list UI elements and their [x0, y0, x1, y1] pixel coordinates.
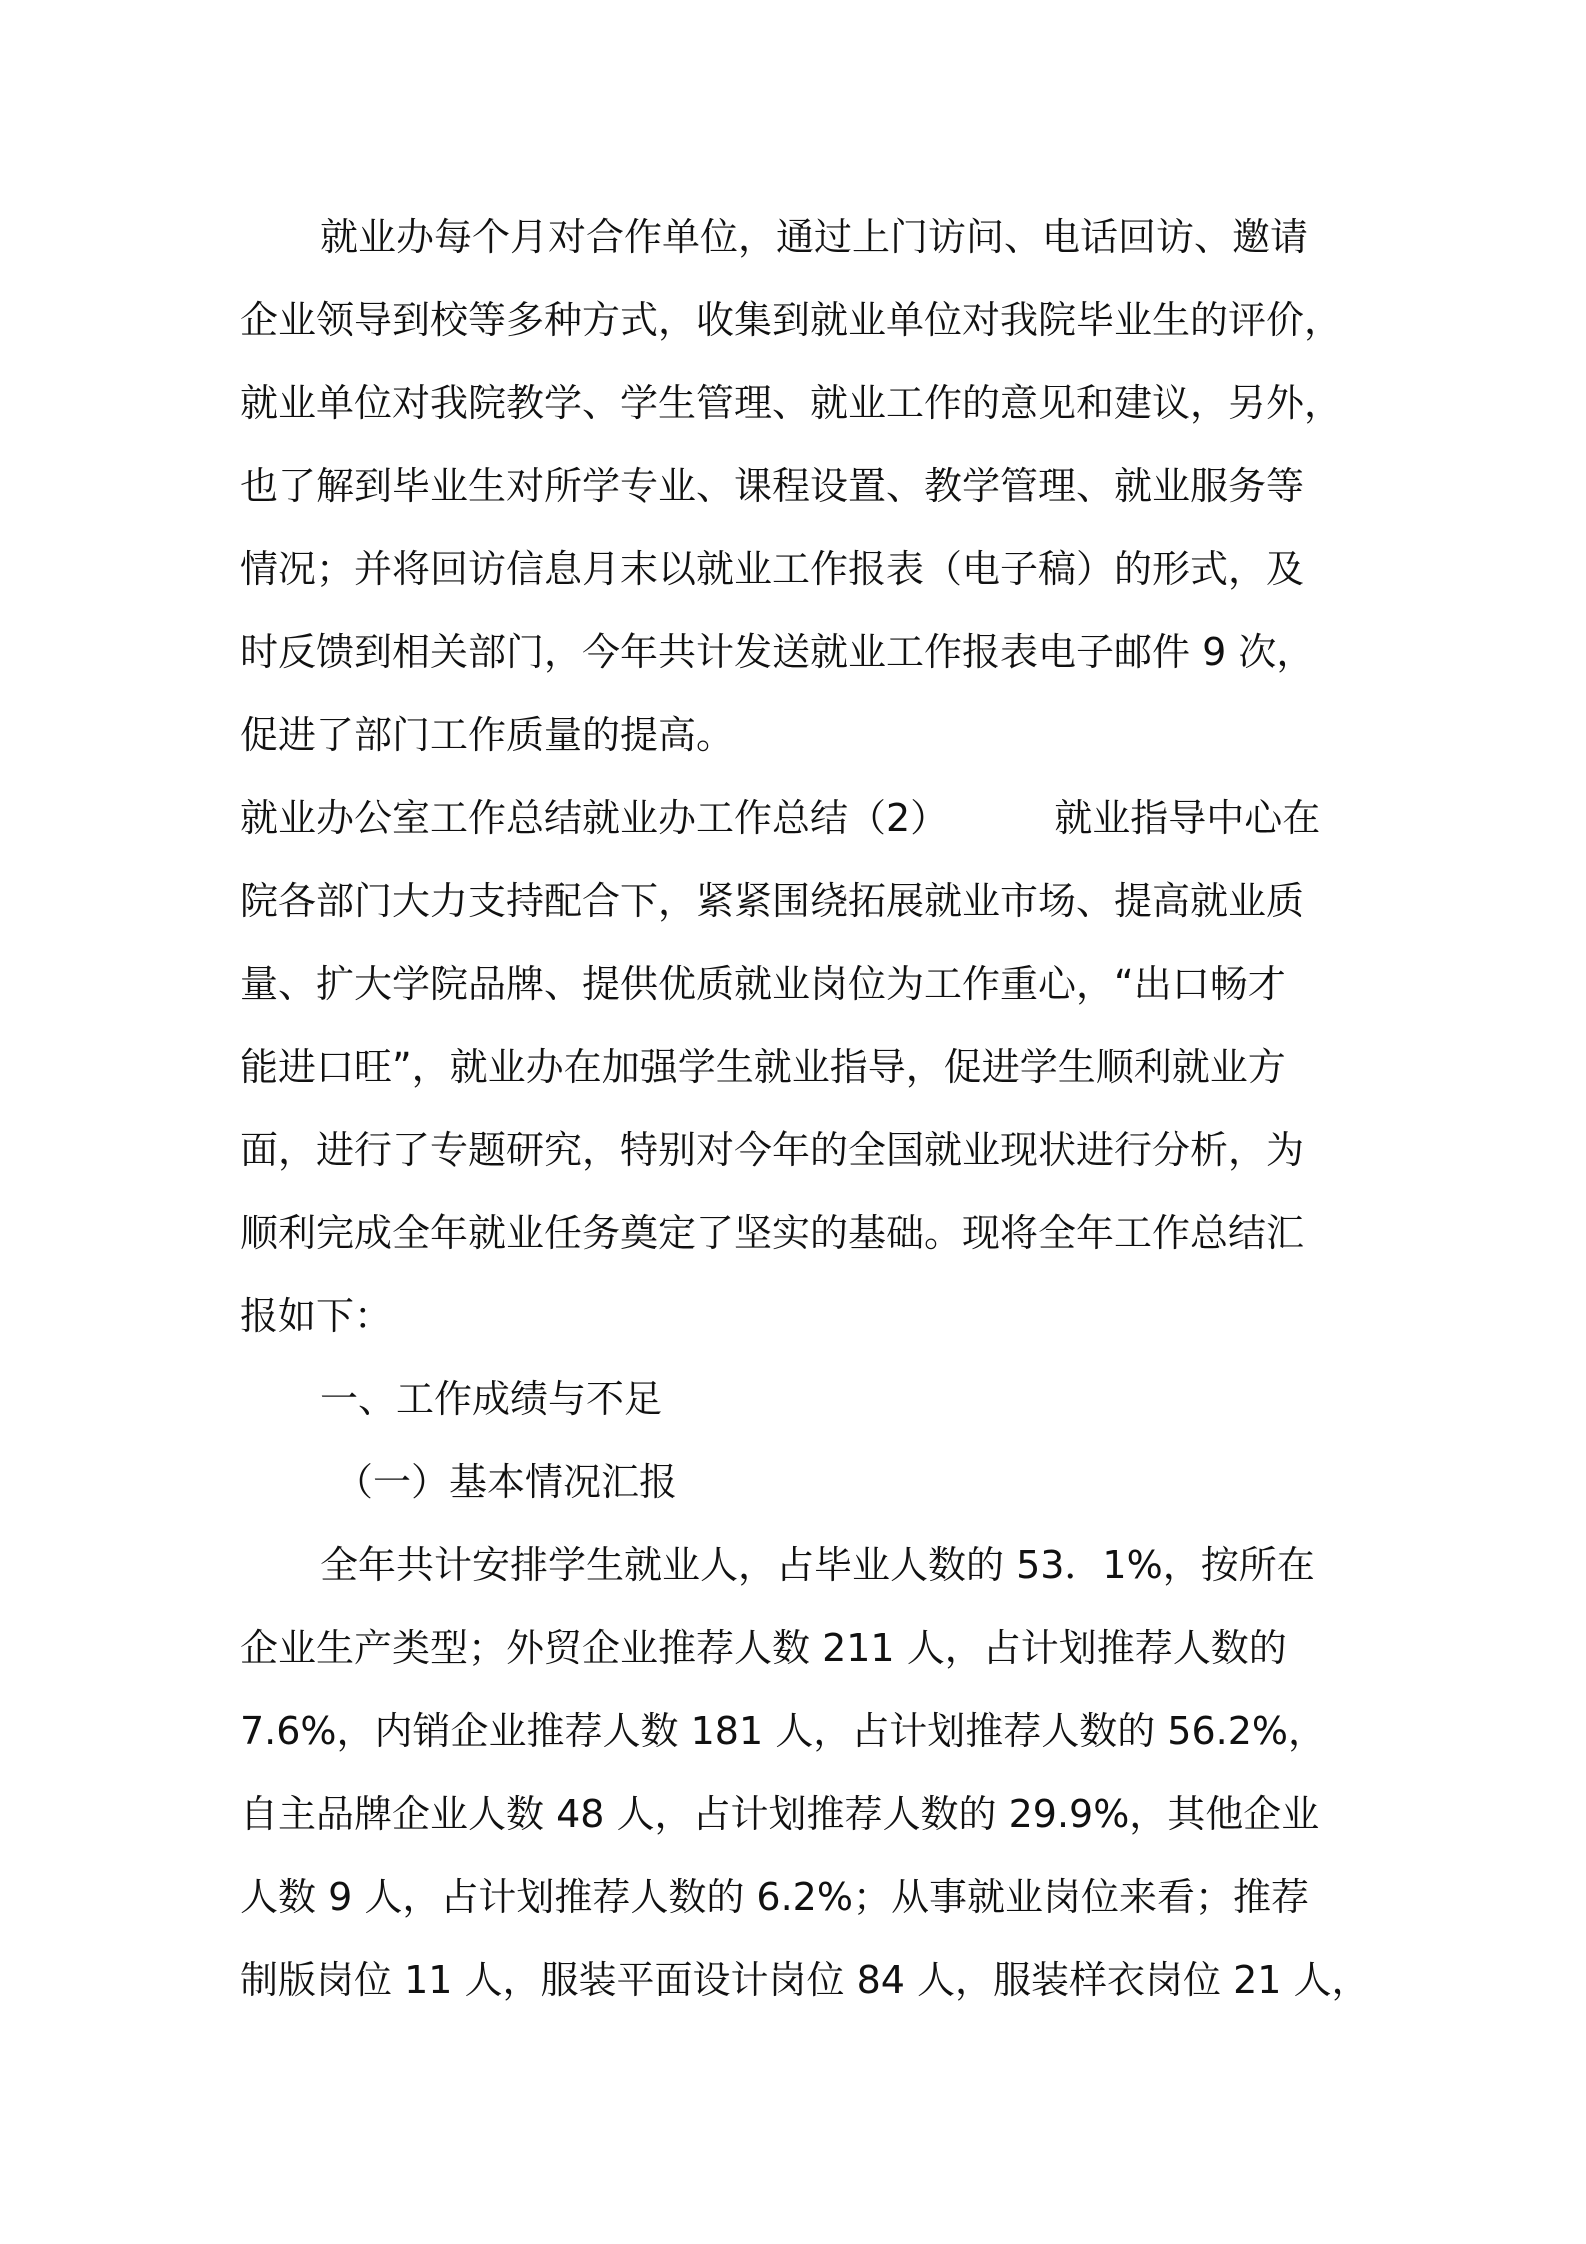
- paragraph-line: 就业办每个月对合作单位，通过上门访问、电话回访、邀请: [320, 215, 1309, 259]
- paragraph-start: 就业指导中心在: [1054, 796, 1321, 840]
- paragraph-line: 报如下：: [240, 1294, 393, 1338]
- heading-level-1: 一、工作成绩与不足: [320, 1377, 663, 1421]
- paragraph-line: 制版岗位 11 人，服装平面设计岗位 84 人，服装样衣岗位 21 人，: [240, 1958, 1370, 2002]
- paragraph-line: 顺利完成全年就业任务奠定了坚实的基础。现将全年工作总结汇: [240, 1211, 1305, 1255]
- paragraph-line: 就业单位对我院教学、学生管理、就业工作的意见和建议，另外，: [240, 381, 1343, 425]
- paragraph-line: 面，进行了专题研究，特别对今年的全国就业现状进行分析，为: [240, 1128, 1305, 1172]
- document-body: [240, 196, 1370, 2022]
- paragraph-line: 全年共计安排学生就业人，占毕业人数的 53．1%，按所在: [320, 1543, 1315, 1587]
- paragraph-line: 院各部门大力支持配合下，紧紧围绕拓展就业市场、提高就业质: [240, 879, 1305, 923]
- paragraph-line: 7.6%，内销企业推荐人数 181 人，占计划推荐人数的 56.2%，: [240, 1709, 1327, 1753]
- heading-level-2: （一）基本情况汇报: [335, 1460, 678, 1504]
- section-heading: 就业办公室工作总结就业办工作总结（2）: [240, 796, 949, 840]
- section-heading-line: [240, 777, 1360, 860]
- paragraph-line: 企业生产类型；外贸企业推荐人数 211 人，占计划推荐人数的: [240, 1626, 1287, 1670]
- paragraph-line: 也了解到毕业生对所学专业、课程设置、教学管理、就业服务等: [240, 464, 1305, 508]
- paragraph-line: 促进了部门工作质量的提高。: [240, 713, 735, 757]
- paragraph-line: 情况；并将回访信息月末以就业工作报表（电子稿）的形式，及: [240, 547, 1305, 591]
- paragraph-line: 能进口旺”，就业办在加强学生就业指导，促进学生顺利就业方: [240, 1045, 1286, 1089]
- paragraph-line: 人数 9 人，占计划推荐人数的 6.2%；从事就业岗位来看；推荐: [240, 1875, 1309, 1919]
- paragraph-line: 时反馈到相关部门，今年共计发送就业工作报表电子邮件 9 次，: [240, 630, 1315, 674]
- paragraph-line: 自主品牌企业人数 48 人，占计划推荐人数的 29.9%，其他企业: [240, 1792, 1320, 1836]
- paragraph-line: 企业领导到校等多种方式，收集到就业单位对我院毕业生的评价，: [240, 298, 1343, 342]
- paragraph-line: 量、扩大学院品牌、提供优质就业岗位为工作重心，“出口畅才: [240, 962, 1286, 1006]
